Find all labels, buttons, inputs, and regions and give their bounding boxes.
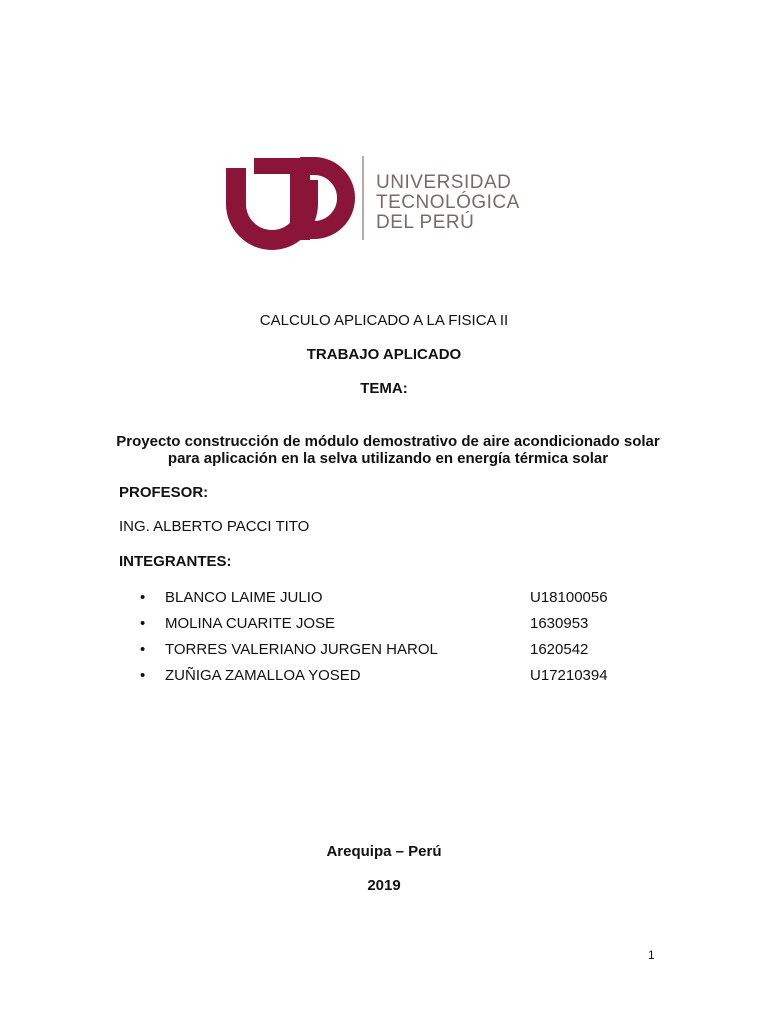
member-name: BLANCO LAIME JULIO (165, 589, 323, 606)
member-code: 1620542 (530, 641, 589, 658)
member-code: 1630953 (530, 615, 589, 632)
university-logo (192, 84, 570, 308)
member-name: ZUÑIGA ZAMALLOA YOSED (165, 667, 361, 684)
svg-text:UNIVERSIDAD: UNIVERSIDAD (376, 172, 512, 193)
city-country: Arequipa – Perú (326, 843, 442, 860)
tema-label: TEMA: (360, 380, 408, 397)
member-name: MOLINA CUARITE JOSE (165, 615, 336, 632)
bullet-icon: • (140, 667, 146, 684)
integrantes-label: INTEGRANTES: (119, 553, 232, 570)
members-list (140, 589, 660, 693)
course-name: CALCULO APLICADO A LA FISICA II (259, 312, 509, 329)
svg-text:TECNOLÓGICA: TECNOLÓGICA (376, 192, 520, 213)
page-number: 1 (648, 948, 655, 962)
project-title: Proyecto construcción de módulo demostrativo de aire acondicionado solar para aplicación en la selva utilizando en energía térmica solar (116, 433, 660, 467)
utp-logo-mark (192, 84, 570, 308)
year: 2019 (367, 877, 401, 894)
profesor-label: PROFESOR: (119, 484, 209, 501)
member-item (140, 589, 660, 615)
member-item (140, 615, 660, 641)
profesor-name: ING. ALBERTO PACCI TITO (119, 518, 310, 535)
member-item (140, 641, 660, 667)
bullet-icon: • (140, 615, 146, 632)
member-code: U18100056 (530, 589, 608, 606)
work-type: TRABAJO APLICADO (306, 346, 462, 363)
member-code: U17210394 (530, 667, 608, 684)
bullet-icon: • (140, 589, 146, 606)
svg-text:DEL PERÚ: DEL PERÚ (376, 212, 475, 233)
member-name: TORRES VALERIANO JURGEN HAROL (165, 641, 438, 658)
bullet-icon: • (140, 641, 146, 658)
member-item (140, 667, 660, 693)
